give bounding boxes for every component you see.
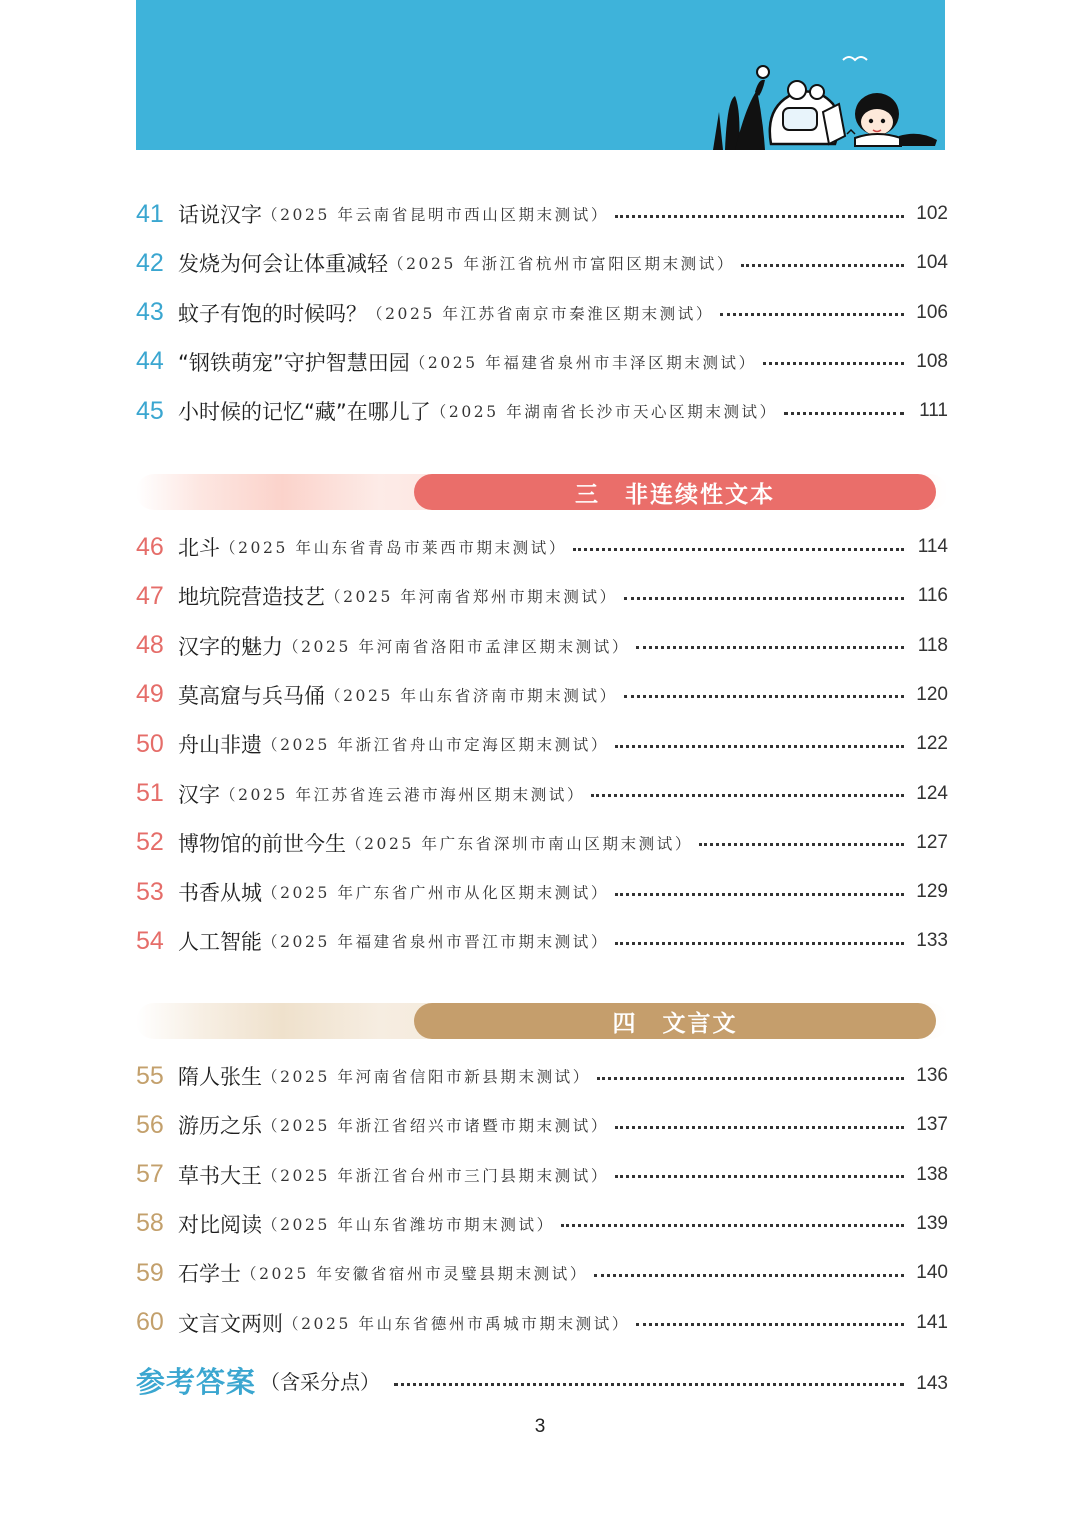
entry-title: 游历之乐 bbox=[178, 1114, 262, 1139]
toc-row[interactable] bbox=[136, 394, 948, 428]
answers-subtitle: （含采分点） bbox=[260, 1369, 381, 1394]
leader-dots bbox=[720, 313, 904, 316]
toc-row[interactable] bbox=[136, 296, 948, 330]
entry-page: 102 bbox=[916, 203, 948, 224]
page-number: 3 bbox=[534, 1416, 546, 1437]
entry-title: 北斗 bbox=[178, 536, 220, 560]
entry-source: （2025 年安徽省宿州市灵璧县期末测试） bbox=[241, 1265, 588, 1284]
toc-row[interactable] bbox=[136, 345, 948, 379]
entry-source: （2025 年江苏省连云港市海州区期末测试） bbox=[220, 785, 586, 804]
entry-page: 106 bbox=[916, 301, 948, 323]
reading-kid-illustration-icon bbox=[705, 0, 945, 150]
entry-page: 136 bbox=[916, 1065, 948, 1086]
toc-row[interactable] bbox=[136, 629, 948, 663]
entry-title: 草书大王 bbox=[178, 1163, 262, 1188]
entry-title: 人工智能 bbox=[178, 930, 262, 955]
entry-title: 话说汉字 bbox=[178, 203, 262, 227]
toc-row[interactable] bbox=[136, 1059, 948, 1093]
entry-title: 蚊子有饱的时候吗？ bbox=[178, 301, 367, 326]
entry-page: 108 bbox=[916, 350, 948, 372]
entry-page: 137 bbox=[916, 1114, 948, 1136]
entry-number: 48 bbox=[136, 631, 164, 660]
entry-source: （2025 年广东省广州市从化区期末测试） bbox=[262, 884, 609, 903]
entry-page: 139 bbox=[916, 1212, 948, 1234]
toc-row[interactable] bbox=[136, 924, 948, 958]
leader-dots bbox=[784, 412, 904, 415]
toc-row[interactable] bbox=[136, 197, 948, 231]
leader-dots bbox=[615, 942, 904, 945]
entry-page: 118 bbox=[917, 634, 948, 656]
entry-title: 汉字的魅力 bbox=[178, 634, 283, 659]
entry-title: 舟山非遗 bbox=[178, 733, 262, 758]
entry-title: 对比阅读 bbox=[178, 1212, 262, 1237]
entry-source: （2025 年山东省潍坊市期末测试） bbox=[262, 1215, 555, 1234]
entry-number: 44 bbox=[136, 347, 164, 376]
entry-number: 49 bbox=[136, 680, 164, 709]
toc-row[interactable] bbox=[136, 826, 948, 860]
entry-source: （2025 年山东省德州市禹城市期末测试） bbox=[283, 1314, 630, 1333]
leader-dots bbox=[597, 1077, 904, 1080]
leader-dots bbox=[636, 1323, 904, 1326]
section-title: 四 文言文 bbox=[414, 1003, 936, 1039]
entry-number: 45 bbox=[136, 396, 164, 425]
entry-page: 138 bbox=[916, 1163, 948, 1185]
entry-source: （2025 年河南省郑州市期末测试） bbox=[325, 588, 618, 607]
leader-dots bbox=[591, 794, 904, 797]
leader-dots bbox=[615, 745, 904, 748]
entry-number: 55 bbox=[136, 1061, 164, 1090]
entry-source: （2025 年河南省洛阳市孟津区期末测试） bbox=[283, 637, 630, 656]
entry-source: （2025 年河南省信阳市新县期末测试） bbox=[262, 1068, 591, 1086]
toc-row[interactable] bbox=[136, 1158, 948, 1192]
entry-number: 47 bbox=[136, 581, 164, 610]
entry-page: 127 bbox=[916, 831, 948, 853]
section-header-three bbox=[136, 474, 948, 510]
entry-source: （2025 年浙江省杭州市富阳区期末测试） bbox=[388, 255, 735, 274]
toc-row[interactable] bbox=[136, 579, 948, 613]
entry-source: （2025 年山东省青岛市莱西市期末测试） bbox=[220, 539, 567, 557]
entry-page: 141 bbox=[916, 1311, 948, 1333]
entry-title: 莫高窟与兵马俑 bbox=[178, 683, 325, 708]
leader-dots bbox=[573, 548, 904, 551]
toc-row[interactable] bbox=[136, 530, 948, 564]
entry-page: 104 bbox=[916, 252, 948, 274]
entry-title: 小时候的记忆“藏”在哪儿了 bbox=[178, 400, 431, 425]
leader-dots bbox=[636, 646, 904, 649]
entry-title: 文言文两则 bbox=[178, 1311, 283, 1336]
toc-row[interactable] bbox=[136, 1306, 948, 1340]
entry-title: 书香从城 bbox=[178, 881, 262, 906]
section-title: 三 非连续性文本 bbox=[414, 474, 936, 510]
leader-dots bbox=[615, 893, 904, 896]
entry-number: 46 bbox=[136, 532, 164, 561]
leader-dots bbox=[624, 597, 904, 600]
entry-number: 53 bbox=[136, 877, 164, 906]
entry-title: 博物馆的前世今生 bbox=[178, 831, 346, 856]
toc-row[interactable] bbox=[136, 678, 948, 712]
leader-dots bbox=[394, 1383, 904, 1386]
entry-source: （2025 年福建省泉州市丰泽区期末测试） bbox=[409, 353, 757, 372]
entry-number: 51 bbox=[136, 779, 164, 807]
toc-row[interactable] bbox=[136, 1256, 948, 1290]
entry-source: （2025 年江苏省南京市秦淮区期末测试） bbox=[367, 304, 714, 323]
entry-page: 133 bbox=[916, 930, 948, 952]
entry-title: 发烧为何会让体重减轻 bbox=[178, 252, 388, 277]
entry-source: （2025 年浙江省绍兴市诸暨市期末测试） bbox=[262, 1117, 609, 1136]
entry-number: 50 bbox=[136, 729, 164, 758]
entry-number: 57 bbox=[136, 1160, 164, 1189]
toc-row[interactable] bbox=[136, 1207, 948, 1241]
toc-row[interactable] bbox=[136, 875, 948, 909]
entry-page: 116 bbox=[917, 585, 948, 607]
entry-number: 43 bbox=[136, 298, 164, 327]
leader-dots bbox=[741, 264, 904, 267]
toc-row[interactable] bbox=[136, 777, 948, 811]
entry-number: 56 bbox=[136, 1110, 164, 1139]
toc-row[interactable] bbox=[136, 727, 948, 761]
entry-page: 129 bbox=[916, 881, 948, 903]
entry-source: （2025 年福建省泉州市晋江市期末测试） bbox=[262, 933, 609, 952]
entry-page: 111 bbox=[919, 400, 948, 422]
entry-page: 124 bbox=[916, 782, 948, 804]
toc-row[interactable] bbox=[136, 246, 948, 280]
entry-number: 60 bbox=[136, 1308, 164, 1336]
entry-page: 114 bbox=[917, 536, 948, 557]
header-banner bbox=[136, 0, 945, 150]
entry-source: （2025 年广东省深圳市南山区期末测试） bbox=[346, 834, 693, 853]
entry-number: 58 bbox=[136, 1209, 164, 1238]
entry-number: 42 bbox=[136, 248, 164, 277]
entry-title: “钢铁萌宠”守护智慧田园 bbox=[178, 350, 410, 375]
entry-page: 122 bbox=[916, 733, 948, 755]
leader-dots bbox=[763, 362, 904, 365]
entry-title: 地坑院营造技艺 bbox=[178, 585, 325, 610]
entry-page: 140 bbox=[916, 1262, 948, 1284]
entry-title: 汉字 bbox=[178, 782, 220, 807]
entry-source: （2025 年浙江省舟山市定海区期末测试） bbox=[262, 736, 609, 755]
section-header-four bbox=[136, 1003, 948, 1039]
entry-source: （2025 年湖南省长沙市天心区期末测试） bbox=[430, 403, 778, 422]
entry-number: 59 bbox=[136, 1258, 164, 1287]
entry-number: 52 bbox=[136, 828, 164, 857]
entry-title: 石学士 bbox=[178, 1262, 241, 1287]
entry-number: 54 bbox=[136, 926, 164, 955]
leader-dots bbox=[699, 843, 904, 846]
entry-page: 120 bbox=[916, 683, 948, 705]
leader-dots bbox=[615, 1175, 904, 1178]
leader-dots bbox=[561, 1224, 904, 1227]
leader-dots bbox=[615, 1126, 904, 1129]
leader-dots bbox=[615, 215, 904, 218]
answers-page: 143 bbox=[916, 1373, 948, 1394]
entry-source: （2025 年云南省昆明市西山区期末测试） bbox=[262, 206, 609, 224]
entry-number: 41 bbox=[136, 199, 164, 228]
entry-title: 隋人张生 bbox=[178, 1065, 262, 1089]
entry-source: （2025 年山东省济南市期末测试） bbox=[325, 686, 618, 705]
answers-title: 参考答案 bbox=[136, 1364, 257, 1399]
toc-row[interactable] bbox=[136, 1108, 948, 1142]
entry-source: （2025 年浙江省台州市三门县期末测试） bbox=[262, 1166, 609, 1185]
leader-dots bbox=[624, 695, 904, 698]
leader-dots bbox=[594, 1274, 904, 1277]
toc-row-answers[interactable] bbox=[136, 1358, 948, 1402]
